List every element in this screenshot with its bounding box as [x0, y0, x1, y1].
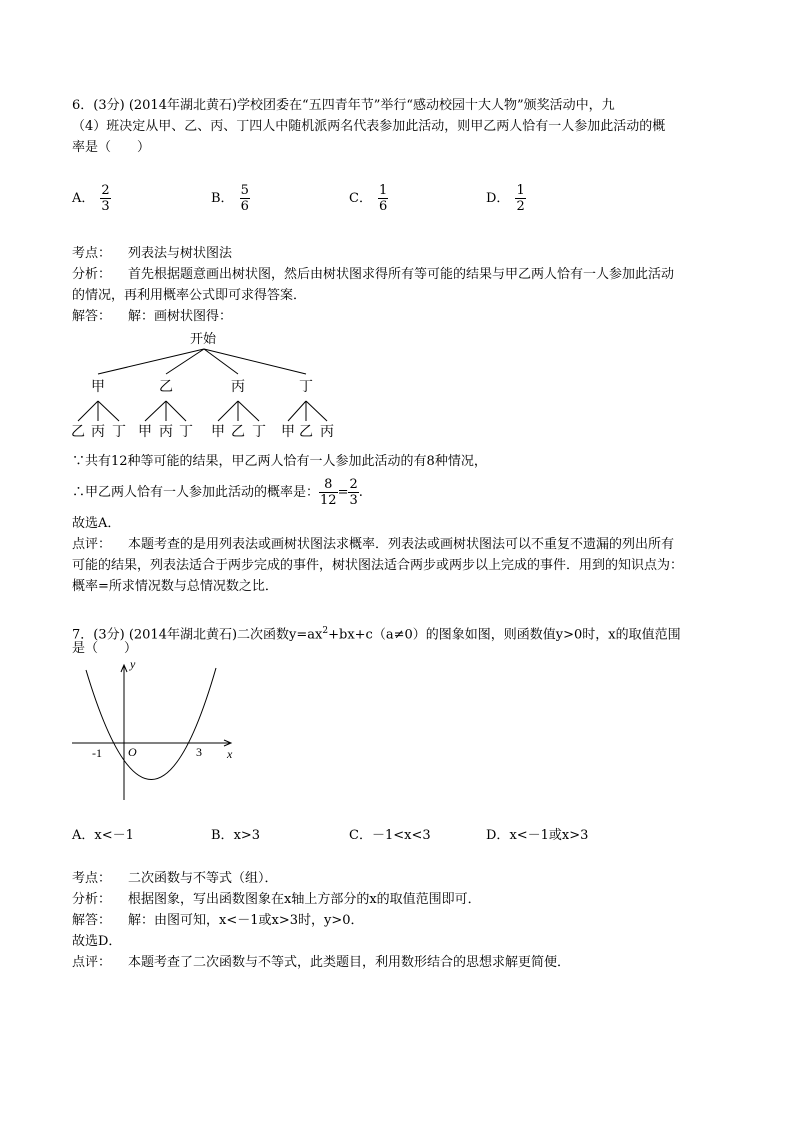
tree-root: 开始	[190, 332, 217, 347]
q7-fenxi	[72, 891, 481, 909]
pos-root-label: 3	[196, 745, 202, 759]
kaodian-label: 考点：	[72, 246, 112, 261]
fenxi-text: 根据图象，写出函数图象在x轴上方部分的x的取值范围即可．	[128, 892, 481, 907]
option-text: x<－1	[94, 828, 134, 843]
fraction-numerator: 1	[378, 183, 388, 198]
tree-node-level2: 乙	[231, 424, 245, 440]
tree-node-level2: 丙	[159, 424, 173, 440]
fraction-numerator: 5	[240, 183, 249, 198]
q7-dianping	[72, 954, 570, 972]
fenxi-label: 分析：	[72, 892, 112, 907]
q7-option-b	[211, 827, 260, 845]
fraction-denominator: 2	[516, 199, 525, 214]
q6-dianping-line2: 可能的结果，列表法适合于两步完成的事件，树状图法适合两步或两步以上完成的事件．用到的知识点为：	[72, 558, 684, 573]
option-text: x<－1或x>3	[509, 828, 589, 843]
q7-answer: 故选D．	[72, 934, 122, 949]
equals-sign: =	[337, 485, 349, 500]
tree-node-level2: 丙	[320, 424, 334, 440]
fraction-numerator: 2	[349, 477, 358, 492]
tree-node-level2: 甲	[211, 424, 225, 440]
neg-root-label: -1	[92, 746, 102, 760]
period: .	[358, 485, 363, 500]
origin-label: O	[128, 745, 137, 759]
fraction-denominator: 3	[101, 199, 110, 214]
q7-option-d	[486, 827, 588, 845]
q7-option-c	[349, 827, 431, 845]
q6-stem-line2: （4）班决定从甲、乙、丙、丁四人中随机派两名代表参加此活动，则甲乙两人恰有一人参加此活动的概	[72, 119, 666, 134]
x-axis-label: x	[227, 747, 233, 761]
q6-dianping-line3: 概率=所求情况数与总情况数之比．	[72, 579, 278, 594]
jieda-label: 解答：	[72, 913, 112, 928]
fraction-numerator: 8	[319, 477, 338, 493]
option-text: x>3	[233, 828, 261, 843]
tree-node-level1: 乙	[159, 379, 173, 395]
jieda-label: 解答：	[72, 309, 112, 324]
fraction-numerator: 2	[101, 183, 110, 198]
q6-result-line1: ∵共有12种等可能的结果，甲乙两人恰有一人参加此活动的有8种情况，	[72, 454, 487, 469]
fraction-denominator: 6	[240, 199, 249, 214]
fraction-denominator: 12	[320, 493, 337, 508]
option-text: －1<x<3	[371, 828, 431, 843]
fraction-numerator: 1	[516, 183, 525, 198]
parabola-curve	[86, 668, 216, 780]
option-letter: D．	[486, 191, 510, 206]
kaodian-text: 二次函数与不等式（组）．	[128, 871, 278, 886]
y-axis-label: y	[130, 657, 136, 671]
q6-answer: 故选A．	[72, 516, 121, 531]
jieda-text: 解：画树状图得：	[128, 309, 233, 324]
tree-node-level2: 丁	[112, 424, 126, 440]
q7-stem-part2: +bx+c（a≠0）的图象如图，则函数值y>0时，x的取值范围	[328, 627, 681, 643]
q6-stem-line3: 率是（ ）	[72, 140, 151, 155]
option-letter: A．	[72, 828, 95, 843]
option-letter: B．	[211, 191, 234, 206]
option-letter: D．	[486, 828, 510, 843]
option-letter: B．	[211, 828, 234, 843]
dianping-text: 本题考查了二次函数与不等式，此类题目，利用数形结合的思想求解更简便．	[128, 955, 571, 970]
q6-fenxi-line2: 的情况，再利用概率公式即可求得答案．	[72, 288, 307, 303]
fenxi-label: 分析：	[72, 267, 112, 282]
q7-jieda	[72, 912, 364, 930]
result-prefix: ∴甲乙两人恰有一人参加此活动的概率是：	[72, 485, 320, 500]
kaodian-label: 考点：	[72, 871, 112, 886]
tree-node-level2: 甲	[138, 424, 152, 440]
tree-node-level2: 丁	[252, 424, 266, 440]
q7-kaodian	[72, 870, 278, 888]
option-letter: C．	[349, 191, 372, 206]
dianping-label: 点评：	[72, 537, 112, 552]
tree-node-level2: 乙	[299, 424, 313, 440]
option-letter: C．	[349, 828, 372, 843]
jieda-text: 解：由图可知，x<－1或x>3时，y>0．	[128, 913, 364, 928]
tree-node-level1: 甲	[91, 379, 105, 395]
kaodian-text: 列表法与树状图法	[128, 246, 233, 261]
fraction-denominator: 3	[349, 493, 358, 508]
tree-node-level2: 甲	[281, 424, 295, 440]
q6-stem-line1: 6．(3分) (2014年湖北黄石)学校团委在“五四青年节”举行“感动校园十大人物”颁奖活动中，九	[72, 98, 615, 113]
q7-stem-line2: 是（ ）	[72, 641, 138, 656]
q7-stem-part1: 7．(3分) (2014年湖北黄石)二次函数y=ax	[72, 627, 323, 643]
fraction-denominator: 6	[378, 199, 388, 214]
fenxi-text: 首先根据题意画出树状图，然后由树状图求得所有等可能的结果与甲乙两人恰有一人参加此活动	[128, 267, 675, 282]
q7-option-a	[72, 827, 134, 845]
tree-node-level2: 乙	[71, 424, 85, 440]
tree-node-level1: 丙	[231, 379, 245, 395]
dianping-label: 点评：	[72, 955, 112, 970]
tree-node-level2: 丁	[179, 424, 193, 440]
tree-node-level2: 丙	[91, 424, 105, 440]
dianping-text: 本题考查的是用列表法或画树状图法求概率．列表法或画树状图法可以不重复不遗漏的列出所有	[128, 537, 675, 552]
superscript-2: 2	[322, 626, 329, 636]
tree-node-level1: 丁	[299, 379, 313, 395]
option-letter: A．	[72, 191, 95, 206]
